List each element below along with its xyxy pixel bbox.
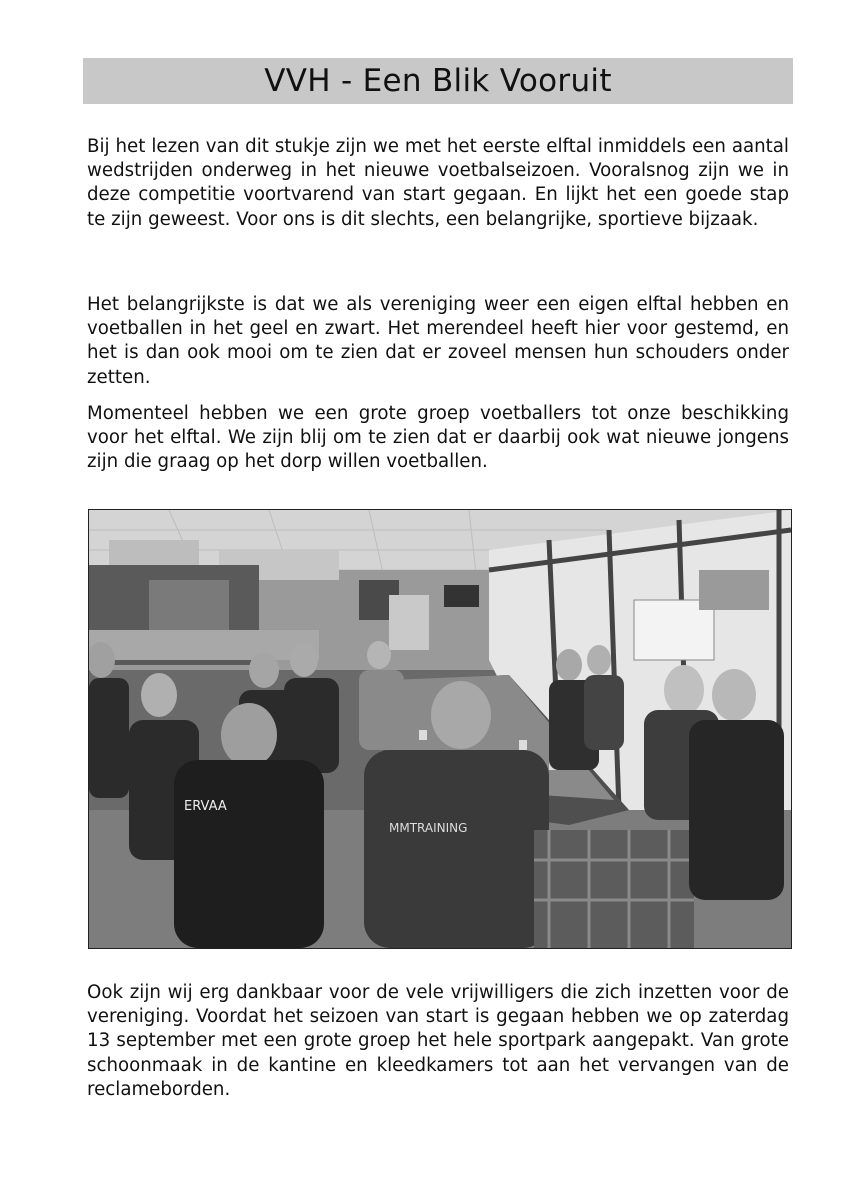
shirt-text-center: MMTRAINING [389, 821, 468, 835]
article-paragraph-1: Bij het lezen van dit stukje zijn we met het eerste elftal inmiddels een aantal wedstrijden onderweg in het nieuwe voetbalseizoen. Vooralsnog zijn we in deze competitie voortvarend van start gegaan. En lijkt het een goede stap te zijn geweest. Voor ons is dit slechts, een belangrijke, sportieve bijzaak. [87, 136, 789, 230]
article-paragraph-2: Het belangrijkste is dat we als vereniging weer een eigen elftal hebben en voetballen in het geel en zwart. Het merendeel heeft hier voor gestemd, en het is dan ook mooi om te zien dat er zoveel mensen hun schouders onder zetten. [87, 294, 789, 388]
shirt-text-left: ERVAA [184, 799, 227, 814]
article-paragraph-4: Ook zijn wij erg dankbaar voor de vele vrijwilligers die zich inzetten voor de vereniging. Voordat het seizoen van start is gegaan hebben we op zaterdag 13 september met een grote groep het hele sportpark aangepakt. Van grote schoonmaak in de kantine en kleedkamers tot aan het vervangen van de reclameborden. [87, 982, 789, 1100]
page-title: VVH - Een Blik Vooruit [264, 63, 612, 99]
article-paragraph-3: Momenteel hebben we een grote groep voetballers tot onze beschikking voor het elftal. We zijn blij om te zien dat er daarbij ook wat nieuwe jongens zijn die graag op het dorp willen voetballen. [87, 403, 789, 473]
canteen-photo [88, 509, 792, 949]
title-bar [83, 58, 793, 104]
canteen-photo-illustration [89, 510, 791, 948]
